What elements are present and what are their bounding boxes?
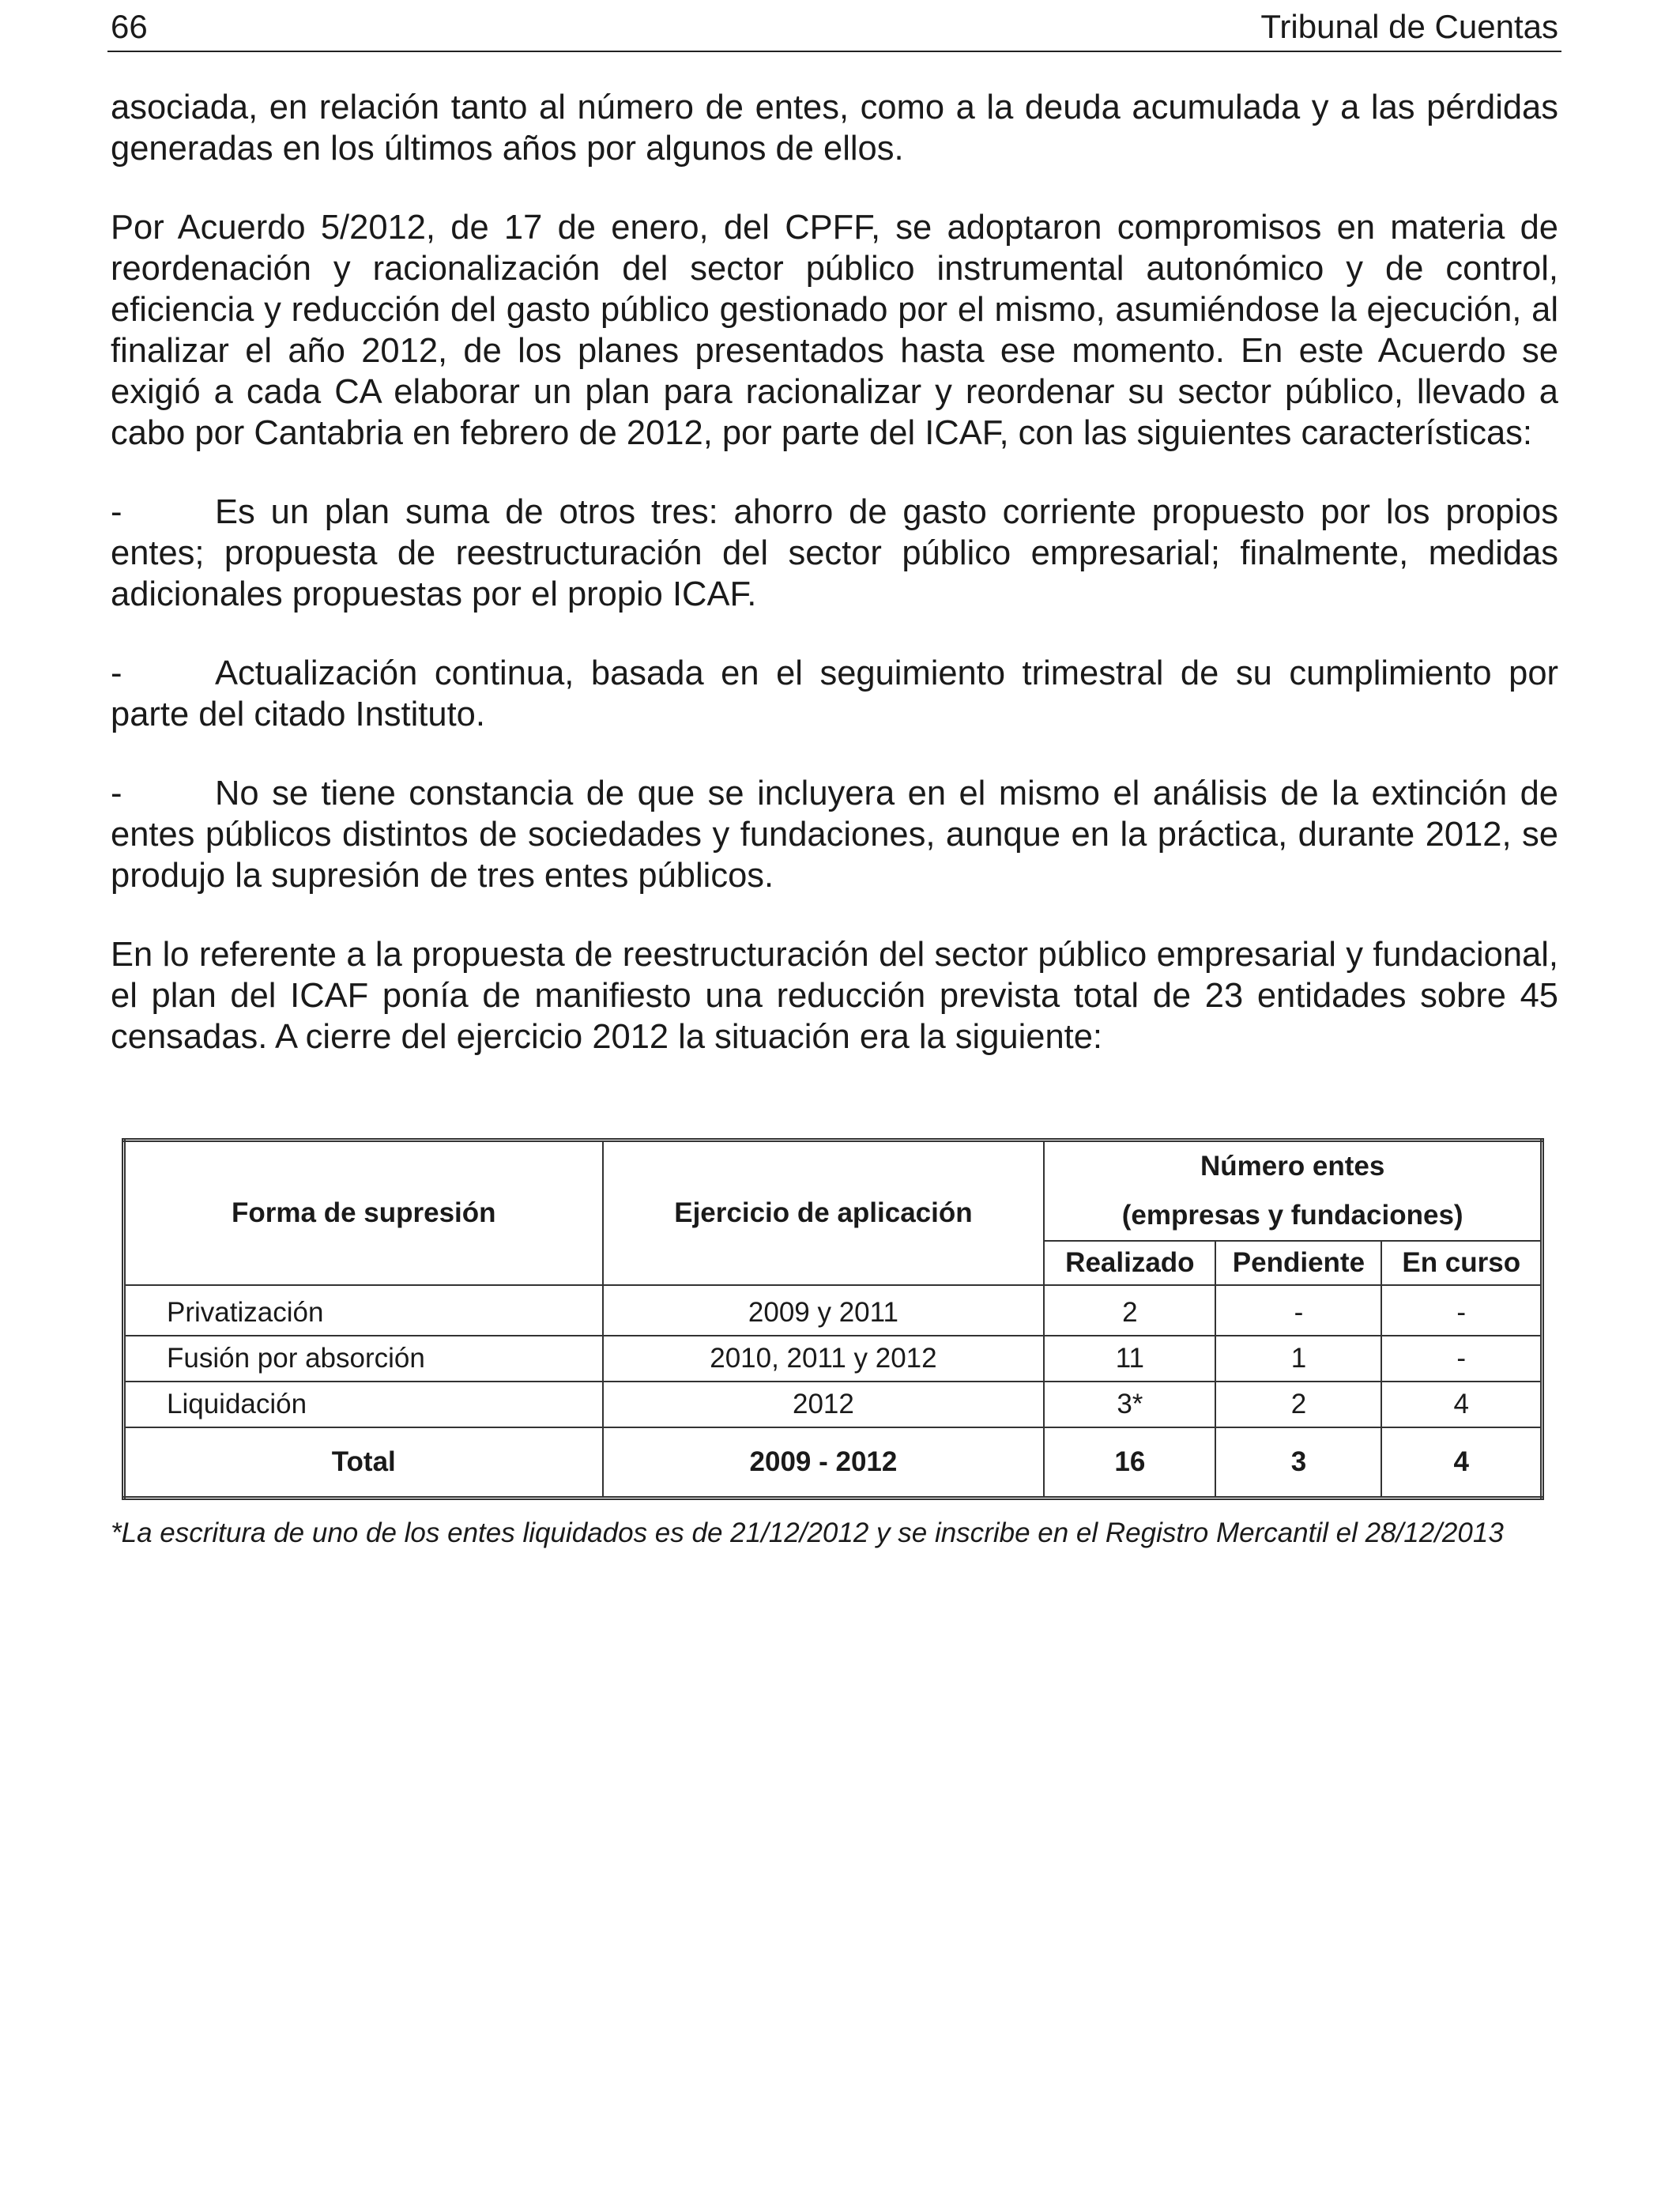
bullet-item-2 <box>111 653 1558 735</box>
bullet-dash: - <box>111 493 122 531</box>
table-row <box>124 1382 1543 1427</box>
cell-forma: Privatización <box>124 1285 603 1336</box>
header-ejercicio: Ejercicio de aplicación <box>603 1140 1045 1286</box>
bullet-dash: - <box>111 775 122 812</box>
header-numero-line2: (empresas y fundaciones) <box>1121 1200 1463 1231</box>
table-total-row <box>124 1427 1543 1498</box>
cell-forma: Liquidación <box>124 1382 603 1427</box>
cell-forma: Fusión por absorción <box>124 1336 603 1382</box>
total-en-curso: 4 <box>1381 1427 1542 1498</box>
cell-ejercicio: 2010, 2011 y 2012 <box>603 1336 1045 1382</box>
cell-realizado: 11 <box>1044 1336 1215 1382</box>
bullet-item-3 <box>111 773 1558 896</box>
cell-en-curso: 4 <box>1381 1382 1542 1427</box>
bullet-text-2: Actualización continua, basada en el seguimiento trimestral de su cumplimiento por parte del citado Instituto. <box>111 654 1558 733</box>
header-realizado: Realizado <box>1044 1241 1215 1285</box>
paragraph-1: asociada, en relación tanto al número de entes, como a la deuda acumulada y a las pérdidas generadas en los últimos años por algunos de ellos. <box>111 89 1558 168</box>
bullet-text-1: Es un plan suma de otros tres: ahorro de gasto corriente propuesto por los propios entes; propuesta de reestructuración del sector público empresarial; finalmente, medidas adicionales propuestas por el propio ICAF. <box>111 493 1558 613</box>
total-ejercicio: 2009 - 2012 <box>603 1427 1045 1498</box>
cell-pendiente: - <box>1215 1285 1381 1336</box>
paragraph-2: Por Acuerdo 5/2012, de 17 de enero, del CPFF, se adoptaron compromisos en materia de reordenación y racionalización del sector público instrumental autonómico y de control, eficiencia y reducción del gasto público gestionado por el mismo, asumiéndose la ejecución, al finalizar el año 2012, de los planes presentados hasta ese momento. En este Acuerdo se exigió a cada CA elaborar un plan para racionalizar y reordenar su sector público, llevado a cabo por Cantabria en febrero de 2012, por parte del ICAF, con las siguientes características: <box>111 209 1558 452</box>
publication-title: Tribunal de Cuentas <box>1260 8 1558 45</box>
cell-en-curso: - <box>1381 1336 1542 1382</box>
table-row <box>124 1336 1543 1382</box>
header-numero-line1: Número entes <box>1200 1151 1385 1182</box>
page-number: 66 <box>111 8 148 45</box>
bullet-dash: - <box>111 654 122 692</box>
table-row <box>124 1285 1543 1336</box>
cell-pendiente: 2 <box>1215 1382 1381 1427</box>
cell-en-curso: - <box>1381 1285 1542 1336</box>
total-realizado: 16 <box>1044 1427 1215 1498</box>
cell-ejercicio: 2012 <box>603 1382 1045 1427</box>
header-pendiente: Pendiente <box>1215 1241 1381 1285</box>
page-header <box>107 5 1561 52</box>
table-footnote: *La escritura de uno de los entes liquidados es de 21/12/2012 y se inscribe en el Registro Mercantil el 28/12/2013 <box>111 1517 1504 1548</box>
header-en-curso: En curso <box>1381 1241 1542 1285</box>
cell-realizado: 3* <box>1044 1382 1215 1427</box>
paragraph-3: En lo referente a la propuesta de reestructuración del sector público empresarial y fundacional, el plan del ICAF ponía de manifiesto una reducción prevista total de 23 entidades sobre 45 censadas. A cierre del ejercicio 2012 la situación era la siguiente: <box>111 936 1558 1056</box>
bullet-text-3: No se tiene constancia de que se incluyera en el mismo el análisis de la extinción de entes públicos distintos de sociedades y fundaciones, aunque en la práctica, durante 2012, se produjo la supresión de tres entes públicos. <box>111 775 1558 895</box>
total-pendiente: 3 <box>1215 1427 1381 1498</box>
cell-pendiente: 1 <box>1215 1336 1381 1382</box>
cell-ejercicio: 2009 y 2011 <box>603 1285 1045 1336</box>
table-header-row <box>124 1140 1543 1242</box>
header-numero-entes <box>1044 1140 1542 1242</box>
total-forma: Total <box>124 1427 603 1498</box>
cell-realizado: 2 <box>1044 1285 1215 1336</box>
suppression-table <box>122 1138 1544 1500</box>
header-forma: Forma de supresión <box>124 1140 603 1286</box>
body-text <box>111 87 1558 1095</box>
bullet-item-1 <box>111 492 1558 615</box>
